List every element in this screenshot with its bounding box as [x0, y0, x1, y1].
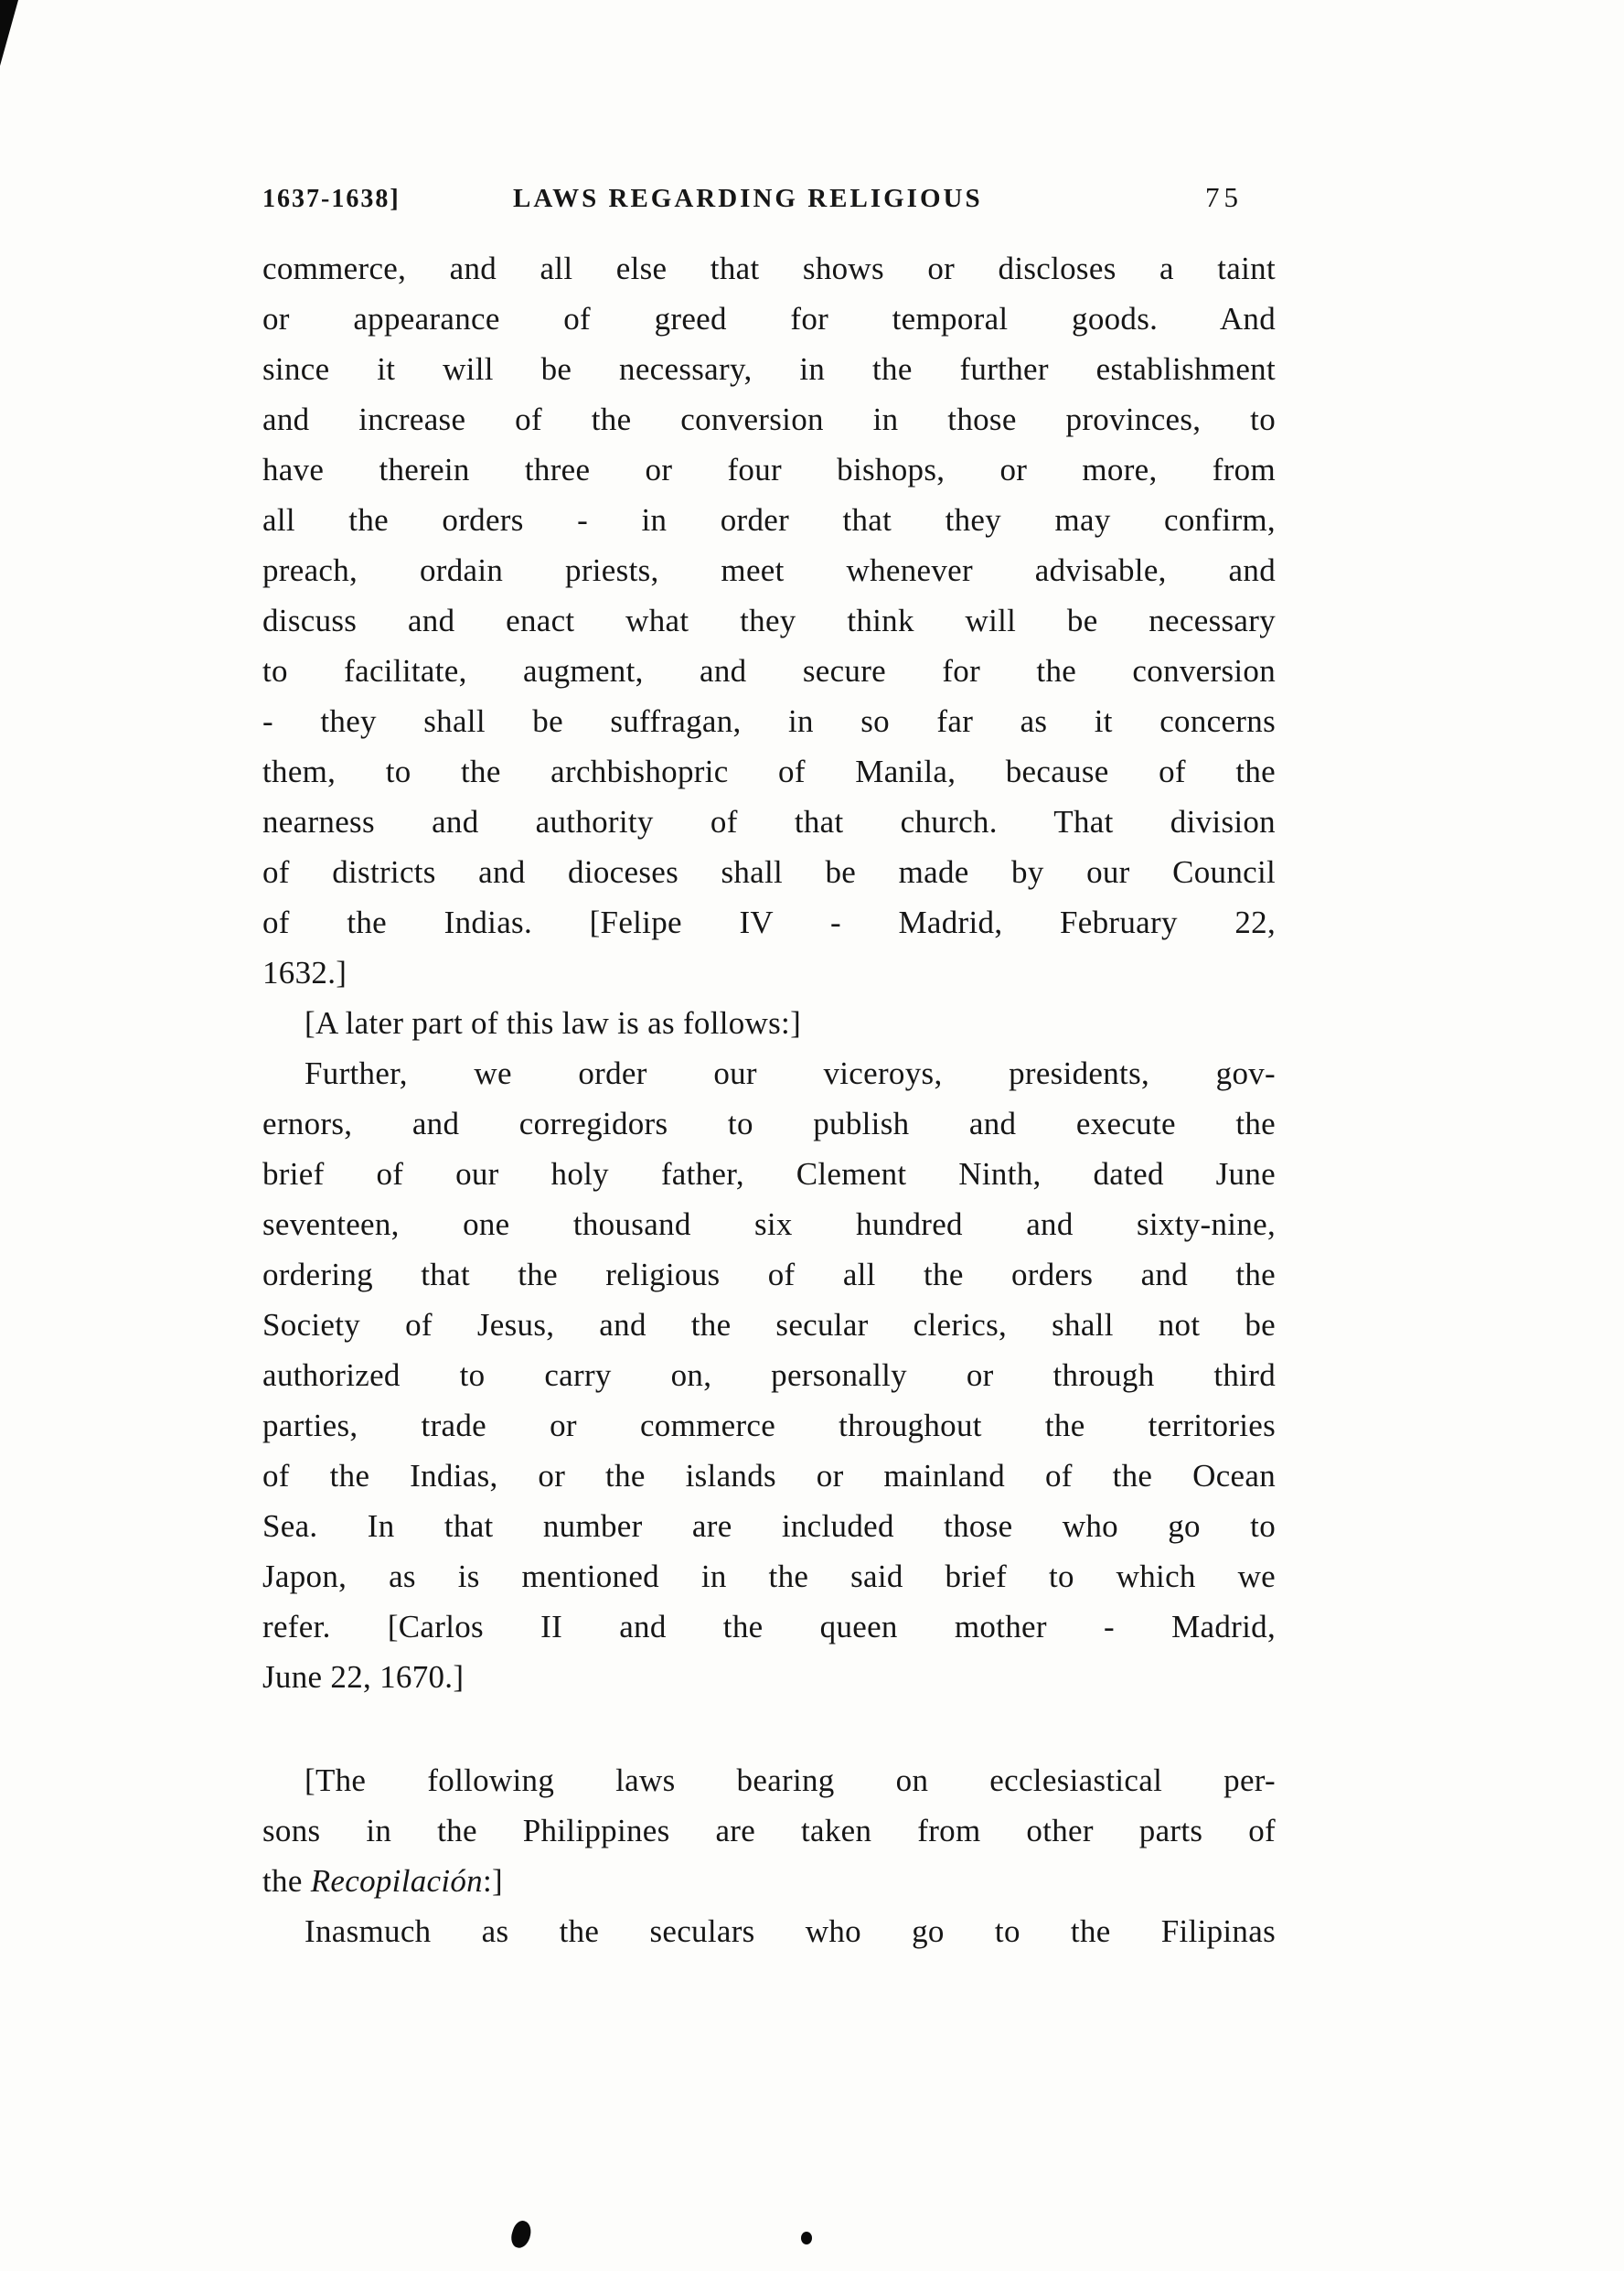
text-segment: 1632.]	[262, 955, 347, 991]
text-line	[262, 1856, 1276, 1906]
page-body	[262, 243, 1276, 1956]
paragraph	[262, 1755, 1276, 1906]
text-segment: seventeen, one thousand six hundred and sixty-nine,	[262, 1206, 1276, 1242]
text-segment: - they shall be suffragan, in so far as it concerns	[262, 703, 1276, 739]
text-segment: Inasmuch as the seculars who go to the Filipinas	[304, 1913, 1276, 1949]
scan-artifact	[801, 2232, 812, 2244]
text-line	[262, 394, 1276, 445]
text-line	[262, 1906, 1276, 1956]
text-segment: have therein three or four bishops, or more, from	[262, 452, 1276, 487]
text-line	[262, 545, 1276, 595]
text-segment: preach, ordain priests, meet whenever advisable, and	[262, 552, 1276, 588]
text-segment: ernors, and corregidors to publish and execute the	[262, 1106, 1276, 1141]
page-header	[262, 181, 1276, 214]
text-line	[262, 746, 1276, 797]
text-segment: to facilitate, augment, and secure for the conversion	[262, 653, 1276, 689]
text-line	[262, 696, 1276, 746]
text-segment: :]	[482, 1863, 503, 1899]
text-segment: of the Indias, or the islands or mainland of the Ocean	[262, 1458, 1276, 1494]
text-segment: the	[262, 1863, 311, 1899]
text-line	[262, 1149, 1276, 1199]
text-line	[262, 646, 1276, 696]
text-segment: sons in the Philippines are taken from other parts of	[262, 1813, 1276, 1848]
text-segment: brief of our holy father, Clement Ninth, dated June	[262, 1156, 1276, 1192]
text-segment: nearness and authority of that church. That division	[262, 804, 1276, 840]
text-segment: commerce, and all else that shows or discloses a taint	[262, 251, 1276, 286]
paragraph	[262, 243, 1276, 998]
text-segment: since it will be necessary, in the further establishment	[262, 351, 1276, 387]
text-segment: [A later part of this law is as follows:]	[304, 1005, 802, 1041]
text-segment: of the Indias. [Felipe IV - Madrid, February 22,	[262, 905, 1276, 940]
header-date: 1637-1638]	[262, 185, 401, 213]
text-line	[262, 294, 1276, 344]
text-segment: of districts and dioceses shall be made by our Council	[262, 854, 1276, 890]
text-segment: ordering that the religious of all the orders and the	[262, 1257, 1276, 1292]
text-line	[262, 948, 1276, 998]
header-page-number: 75	[1204, 181, 1243, 213]
text-line	[262, 1199, 1276, 1249]
text-line	[262, 847, 1276, 897]
text-segment: or appearance of greed for temporal goods. And	[262, 301, 1276, 337]
text-line	[262, 1652, 1276, 1702]
text-segment: refer. [Carlos II and the queen mother - Madrid,	[262, 1609, 1276, 1644]
paragraph	[262, 998, 1276, 1048]
text-segment: them, to the archbishopric of Manila, because of the	[262, 754, 1276, 789]
text-segment: Further, we order our viceroys, presidents, gov-	[304, 1055, 1276, 1091]
text-line	[262, 495, 1276, 545]
header-running-title: LAWS REGARDING RELIGIOUS	[513, 184, 983, 213]
text-segment: Sea. In that number are included those who go to	[262, 1508, 1276, 1544]
text-segment: Japon, as is mentioned in the said brief to which we	[262, 1559, 1276, 1594]
text-block	[262, 181, 1276, 1956]
text-line	[262, 1350, 1276, 1400]
text-segment: [The following laws bearing on ecclesiastical per-	[304, 1762, 1276, 1798]
text-line	[262, 344, 1276, 394]
text-line	[262, 1300, 1276, 1350]
text-line	[262, 1400, 1276, 1451]
text-line	[262, 1098, 1276, 1149]
text-line	[262, 595, 1276, 646]
text-segment: parties, trade or commerce throughout the territories	[262, 1408, 1276, 1443]
text-segment: June 22, 1670.]	[262, 1659, 465, 1695]
paragraph	[262, 1048, 1276, 1702]
text-line	[262, 1249, 1276, 1300]
text-segment: and increase of the conversion in those provinces, to	[262, 402, 1276, 437]
text-line	[262, 1601, 1276, 1652]
text-segment: all the orders - in order that they may confirm,	[262, 502, 1276, 538]
text-segment: discuss and enact what they think will be necessary	[262, 603, 1276, 638]
text-line	[262, 797, 1276, 847]
scan-artifact	[508, 2219, 534, 2251]
text-line	[262, 1551, 1276, 1601]
text-line	[262, 243, 1276, 294]
text-line	[262, 897, 1276, 948]
scan-artifact	[0, 0, 18, 66]
text-line	[262, 1755, 1276, 1805]
text-line	[262, 1451, 1276, 1501]
text-segment: authorized to carry on, personally or through third	[262, 1357, 1276, 1393]
text-segment: Society of Jesus, and the secular clerics, shall not be	[262, 1307, 1276, 1343]
paragraph	[262, 1906, 1276, 1956]
text-line	[262, 1048, 1276, 1098]
italic-text: Recopilación	[310, 1863, 483, 1899]
text-line	[262, 1501, 1276, 1551]
text-line	[262, 1805, 1276, 1856]
text-line	[262, 998, 1276, 1048]
text-line	[262, 445, 1276, 495]
